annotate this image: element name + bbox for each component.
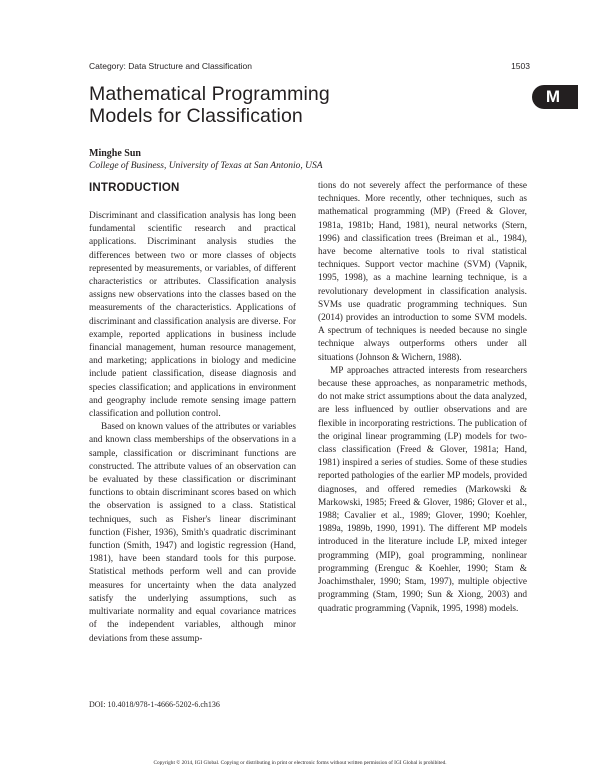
section-tab-m: M [532,85,578,109]
author-affiliation: College of Business, University of Texas at San Antonio, USA [89,161,323,171]
article-title [89,83,489,127]
right-column [318,180,527,616]
category-header: Category: Data Structure and Classification [89,61,252,71]
author-name: Minghe Sun [89,148,141,159]
paragraph: MP approaches attracted interests from researchers because these approaches, as nonparametric methods, do not make strict assumptions about the data analyzed, are less influenced by outlier observations and are flexible in incorporating restrictions. The publication of the original linear programming (LP) models for two-class classification (Freed & Glover, 1981a; Hand, 1981) inspired a series of studies. Some of these studies reported pathologies of the earlier MP models, provided diagnoses, and offered remedies (Markowski & Markowski, 1985; Freed & Glover, 1986; Glover et al., 1988; Cavalier et al., 1989; Glover, 1990; Koehler, 1989a, 1989b, 1990, 1991). The different MP models introduced in the literature include LP, mixed integer programming (MIP), goal programming, nonlinear programming (Erenguc & Koehler, 1990; Stam & Joachimsthaler, 1990; Stam, 1997), multiple objective programming (Stam, 1990; Sun & Xiong, 2003) and quadratic programming (Vapnik, 1995, 1998) models. [318,365,527,614]
left-column [89,210,296,646]
copyright-footer: Copyright © 2014, IGI Global. Copying or distributing in print or electronic forms without written permission of IGI Global is prohibited. [153,760,447,766]
section-heading: INTRODUCTION [89,182,180,194]
paragraph: Based on known values of the attributes or variables and known class memberships of the observations in a sample, classification or discriminant functions are constructed. The attribute values of an observation can be evaluated by these classification or discriminant functions to obtain discriminant scores based on which the observation is assigned to a class. Statistical techniques, such as Fisher's linear discriminant function (Fisher, 1936), Smith's quadratic discriminant function (Smith, 1947) and logistic regression (Hand, 1981), have been standard tools for this purpose. Statistical methods perform well and can provide measures for uncertainty when the data analyzed satisfy the underlying assumptions, such as multivariate normality and equal covariance matrices of the independent variables, although minor deviations from these assump- [89,422,296,644]
paragraph: tions do not severely affect the performance of these techniques. More recently, other techniques, such as mathematical programming (MP) (Freed & Glover, 1981a, 1981b; Hand, 1981), neural networks (Stern, 1996) and classification trees (Breiman et al., 1984), have become alternative tools to rival statistical techniques. Support vector machine (SVM) (Vapnik, 1995, 1998), as a machine learning technique, is a revolutionary development in classification analysis. SVMs use quadratic programming techniques. Sun (2014) provides an introduction to some SVM models. A spectrum of techniques is needed because no single technique always outperforms others under all situations (Johnson & Wichern, 1988). [318,181,527,363]
paragraph: Discriminant and classification analysis has long been fundamental scientific research and practical applications. Discriminant analysis studies the differences between two or more classes of objects represented by measurements, or variables, of different characteristics or attributes. Classification analysis assigns new observations into the classes based on the measurements of the characteristics. Applications of discriminant and classification analysis are diverse. For example, reported applications in business include financial management, human resource management, and marketing; applications in biology and medicine include patient classification, disease diagnosis and species classification; and applications in environment and geography include remote sensing image pattern classification and pollution control. [89,211,296,420]
doi: DOI: 10.4018/978-1-4666-5202-6.ch136 [89,700,220,709]
title-line-2: Models for Classification [89,105,303,127]
page-number: 1503 [511,61,530,71]
title-line-1: Mathematical Programming [89,83,330,105]
